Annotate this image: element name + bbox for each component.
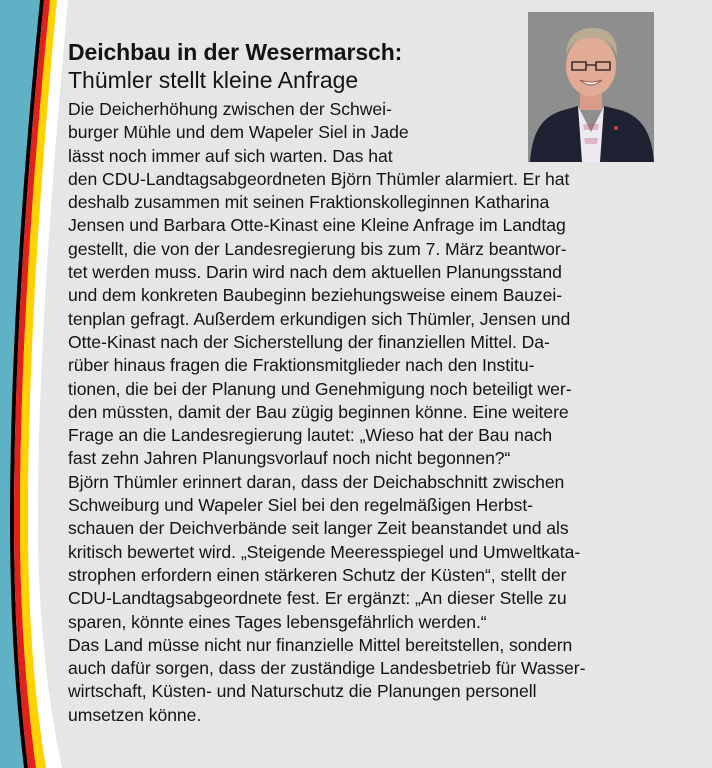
body-line: tenplan gefragt. Außerdem erkundigen sich Thümler, Jensen und	[68, 308, 571, 329]
body-line: den CDU-Landtagsabgeordneten Björn Thümler alarmiert. Er hat	[68, 168, 570, 189]
body-line: Jensen und Barbara Otte-Kinast eine Kleine Anfrage im Landtag	[68, 215, 566, 236]
body-line: umsetzen könne.	[68, 704, 202, 725]
body-line: Die Deicherhöhung zwischen der Schwei-	[68, 99, 392, 119]
body-line: und dem konkreten Baubeginn beziehungsweise einem Bauzei-	[68, 285, 563, 306]
body-line: lässt noch immer auf sich warten. Das hat	[68, 145, 393, 166]
body-line: gestellt, die von der Landesregierung bis zum 7. März beantwor-	[68, 238, 567, 259]
article	[68, 38, 704, 727]
body-line: tet werden muss. Darin wird nach dem aktuellen Planungsstand	[68, 262, 562, 283]
body-line: sparen, könnte eines Tages lebensgefährlich werden.“	[68, 611, 487, 632]
body-line: den müssten, damit der Bau zügig beginnen könne. Eine weitere	[68, 401, 569, 422]
body-line: auch dafür sorgen, dass der zuständige Landesbetrieb für Wasser-	[68, 658, 586, 679]
article-headline: Deichbau in der Wesermarsch:	[68, 39, 403, 65]
body-line: tionen, die bei der Planung und Genehmigung noch beteiligt wer-	[68, 378, 572, 399]
body-line: strophen erfordern einen stärkeren Schutz der Küsten“, stellt der	[68, 564, 567, 585]
body-line: deshalb zusammen mit seinen Fraktionskolleginnen Katharina	[68, 192, 550, 213]
body-line: Björn Thümler erinnert daran, dass der Deichabschnitt zwischen	[68, 471, 565, 492]
body-line: Otte-Kinast nach der Sicherstellung der finanziellen Mittel. Da-	[68, 331, 550, 352]
body-line: CDU-Landtagsabgeordnete fest. Er ergänzt: „An dieser Stelle zu	[68, 588, 567, 609]
body-line: fast zehn Jahren Planungsvorlauf noch nicht begonnen?“	[68, 448, 511, 469]
article-body	[68, 98, 704, 727]
body-line: Schweiburg und Wapeler Siel bei den regelmäßigen Herbst-	[68, 495, 533, 516]
body-line: schauen der Deichverbände seit langer Zeit beanstandet und als	[68, 518, 569, 539]
article-subheadline: Thümler stellt kleine Anfrage	[68, 67, 359, 93]
body-line: Frage an die Landesregierung lautet: „Wieso hat der Bau nach	[68, 425, 553, 446]
body-line: kritisch bewertet wird. „Steigende Meeresspiegel und Umweltkata-	[68, 541, 581, 562]
body-line: burger Mühle und dem Wapeler Siel in Jade	[68, 122, 409, 143]
body-line: rüber hinaus fragen die Fraktionsmitglieder nach den Institu-	[68, 355, 535, 376]
body-line: Das Land müsse nicht nur finanzielle Mittel bereitstellen, sondern	[68, 634, 573, 655]
body-line: wirtschaft, Küsten- und Naturschutz die Planungen personell	[68, 681, 537, 702]
